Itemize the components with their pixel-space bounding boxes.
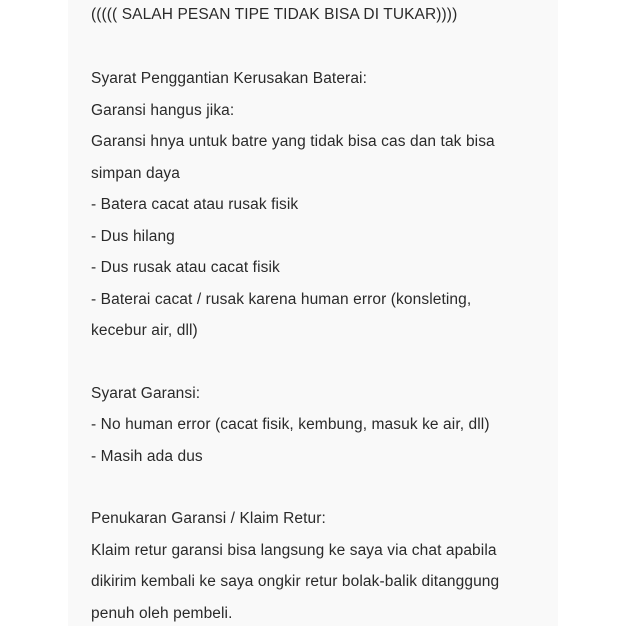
exchange-text-line: Klaim retur garansi bisa langsung ke saya via chat apabila: [91, 541, 497, 559]
void-condition-item: - Dus rusak atau cacat fisik: [91, 259, 280, 276]
warranty-terms-heading: Syarat Garansi:: [91, 384, 201, 402]
notice-line: ((((( SALAH PESAN TIPE TIDAK BISA DI TUKAR)))): [91, 6, 458, 23]
void-condition-item: - Baterai cacat / rusak karena human error (konsleting,: [91, 290, 472, 308]
warranty-scope-line: simpan daya: [91, 164, 180, 182]
void-condition-item: - Batera cacat atau rusak fisik: [91, 196, 299, 213]
warranty-term-item: - No human error (cacat fisik, kembung, masuk ke air, dll): [91, 416, 490, 433]
exchange-heading: Penukaran Garansi / Klaim Retur:: [91, 510, 326, 527]
warranty-scope-line: Garansi hnya untuk batre yang tidak bisa cas dan tak bisa: [91, 133, 495, 150]
exchange-text-line: penuh oleh pembeli.: [91, 604, 233, 622]
battery-replacement-heading: Syarat Penggantian Kerusakan Baterai:: [91, 70, 367, 87]
void-condition-item: - Dus hilang: [91, 227, 175, 245]
spacer: [91, 472, 551, 503]
spacer: [91, 347, 551, 378]
spacer: [91, 32, 551, 63]
warranty-term-item: - Masih ada dus: [91, 447, 203, 465]
warranty-policy-text: [91, 0, 551, 626]
warranty-void-label: Garansi hangus jika:: [91, 101, 235, 119]
void-condition-item-continued: kecebur air, dll): [91, 322, 198, 339]
exchange-text-line: dikirim kembali ke saya ongkir retur bolak-balik ditanggung: [91, 573, 500, 590]
